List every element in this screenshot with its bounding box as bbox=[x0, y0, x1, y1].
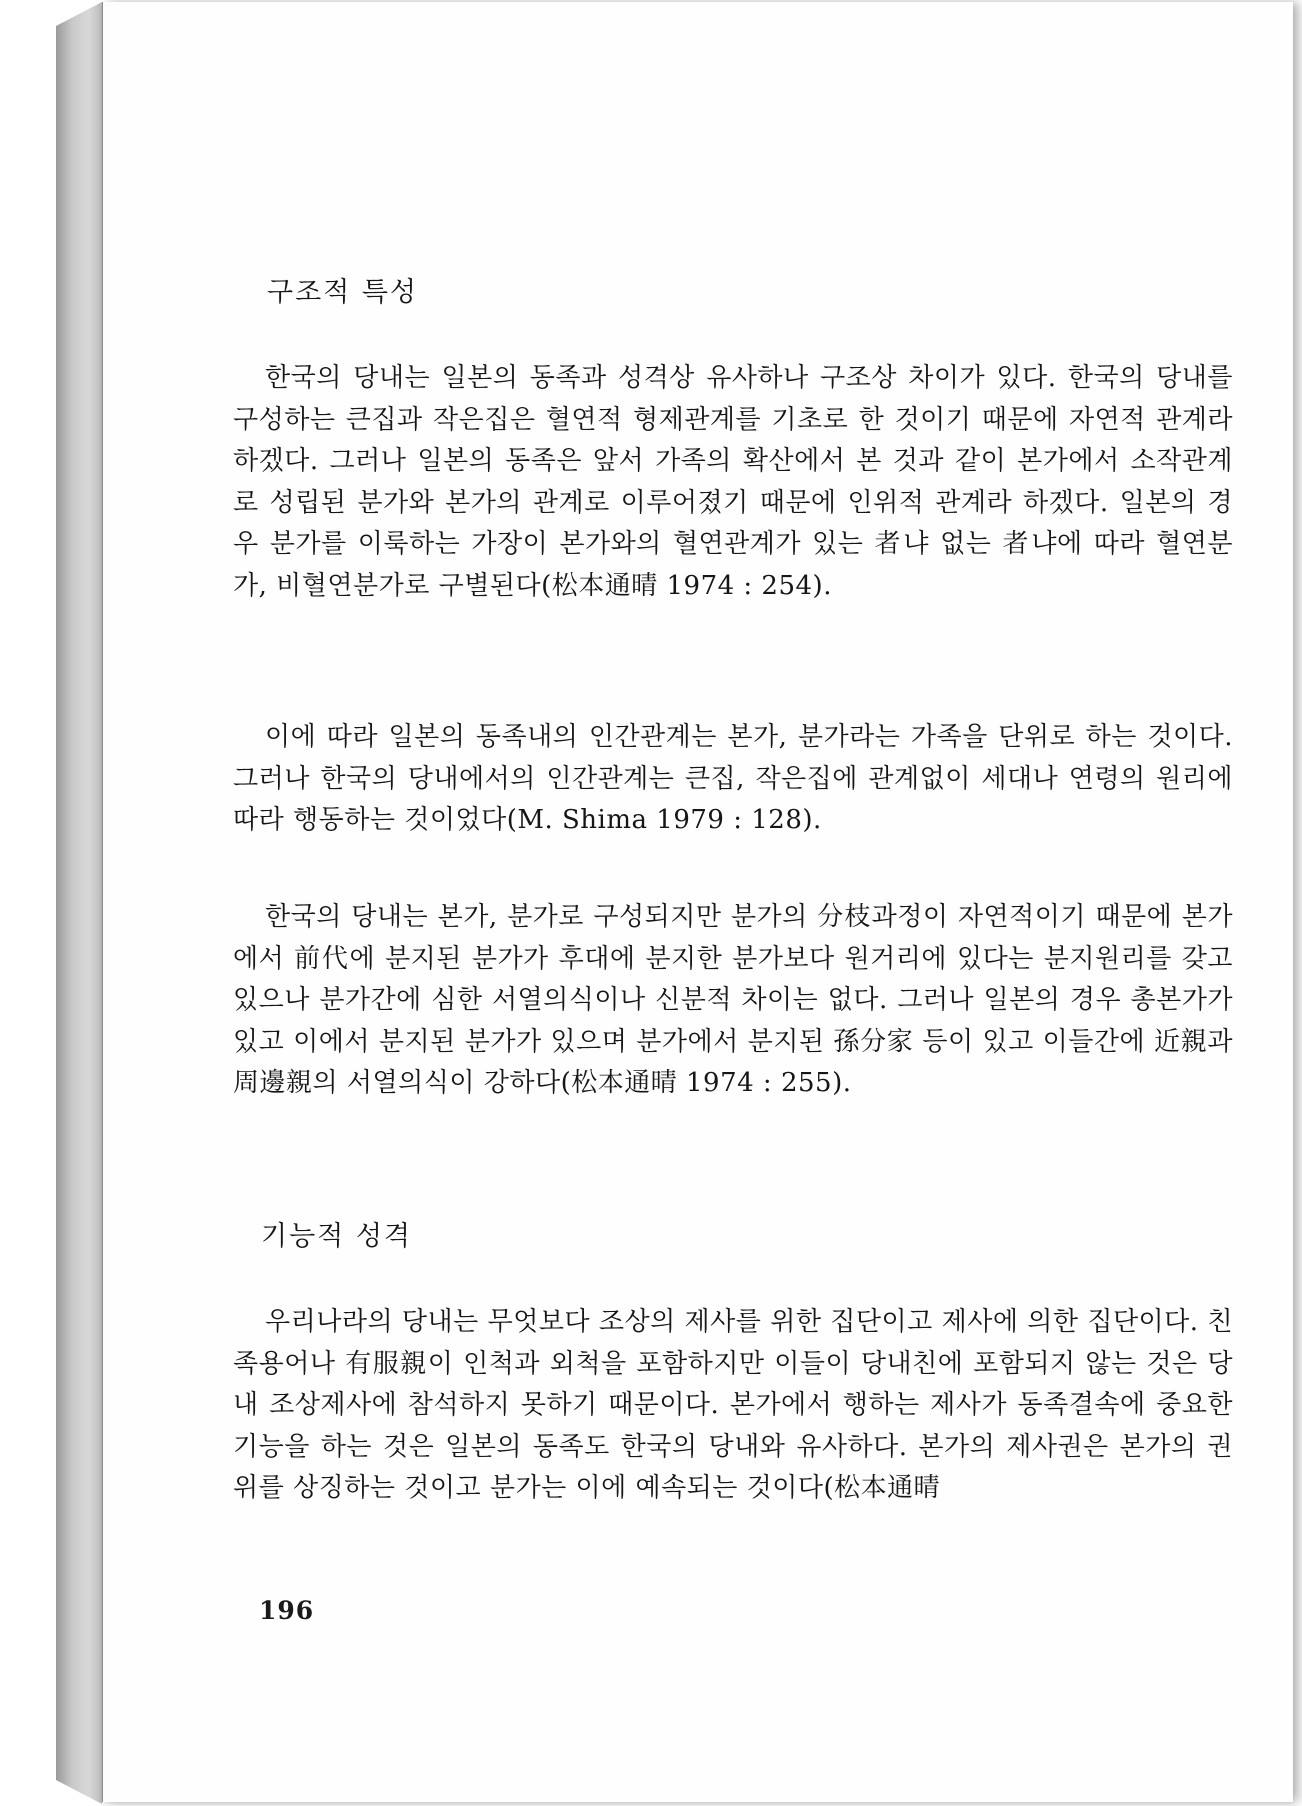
paragraph-functional-1: 우리나라의 당내는 무엇보다 조상의 제사를 위한 집단이고 제사에 의한 집단이다. 친족용어나 有服親이 인척과 외척을 포함하지만 이들이 당내친에 포함되지 않는 것은 당내 조상제사에 참석하지 못하기 때문이다. 본가에서 행하는 제사가 동족결속에 중요한 기능을 하는 것은 일본의 동족도 한국의 당내와 유사하다. 본가의 제사권은 본가의 권위를 상징하는 것이고 분가는 이에 예속되는 것이다(松本通晴 bbox=[233, 1307, 1233, 1504]
page-content bbox=[103, 2, 1293, 1802]
page-number: 196 bbox=[259, 1596, 315, 1625]
book-page bbox=[102, 2, 1293, 1802]
paragraph-structural-2: 이에 따라 일본의 동족내의 인간관계는 본가, 분가라는 가족을 단위로 하는 것이다. 그러나 한국의 당내에서의 인간관계는 큰집, 작은집에 관계없이 세대나 연령의 원리에 따라 행동하는 것이었다(M. Shima 1979 : 128). bbox=[233, 722, 1233, 836]
book-spine bbox=[56, 2, 102, 1804]
section-heading-structural: 구조적 특성 bbox=[267, 277, 418, 308]
paragraph-structural-3: 한국의 당내는 본가, 분가로 구성되지만 분가의 分枝과정이 자연적이기 때문에 본가에서 前代에 분지된 분가가 후대에 분지한 분가보다 원거리에 있다는 분지원리를 갖고 있으나 분가간에 심한 서열의식이나 신분적 차이는 없다. 그러나 일본의 경우 총본가가 있고 이에서 분지된 분가가 있으며 분가에서 분지된 孫分家 등이 있고 이들간에 近親과 周邊親의 서열의식이 강하다(松本通晴 1974 : 255). bbox=[233, 902, 1233, 1099]
section-heading-functional: 기능적 성격 bbox=[261, 1221, 412, 1252]
paragraph-structural-1: 한국의 당내는 일본의 동족과 성격상 유사하나 구조상 차이가 있다. 한국의 당내를 구성하는 큰집과 작은집은 혈연적 형제관계를 기초로 한 것이기 때문에 자연적 관계라 하겠다. 그러나 일본의 동족은 앞서 가족의 확산에서 본 것과 같이 본가에서 소작관계로 성립된 분가와 본가의 관계로 이루어졌기 때문에 인위적 관계라 하겠다. 일본의 경우 분가를 이룩하는 가장이 본가와의 혈연관계가 있는 者냐 없는 者냐에 따라 혈연분가, 비혈연분가로 구별된다(松本通晴 1974 : 254). bbox=[233, 363, 1233, 601]
